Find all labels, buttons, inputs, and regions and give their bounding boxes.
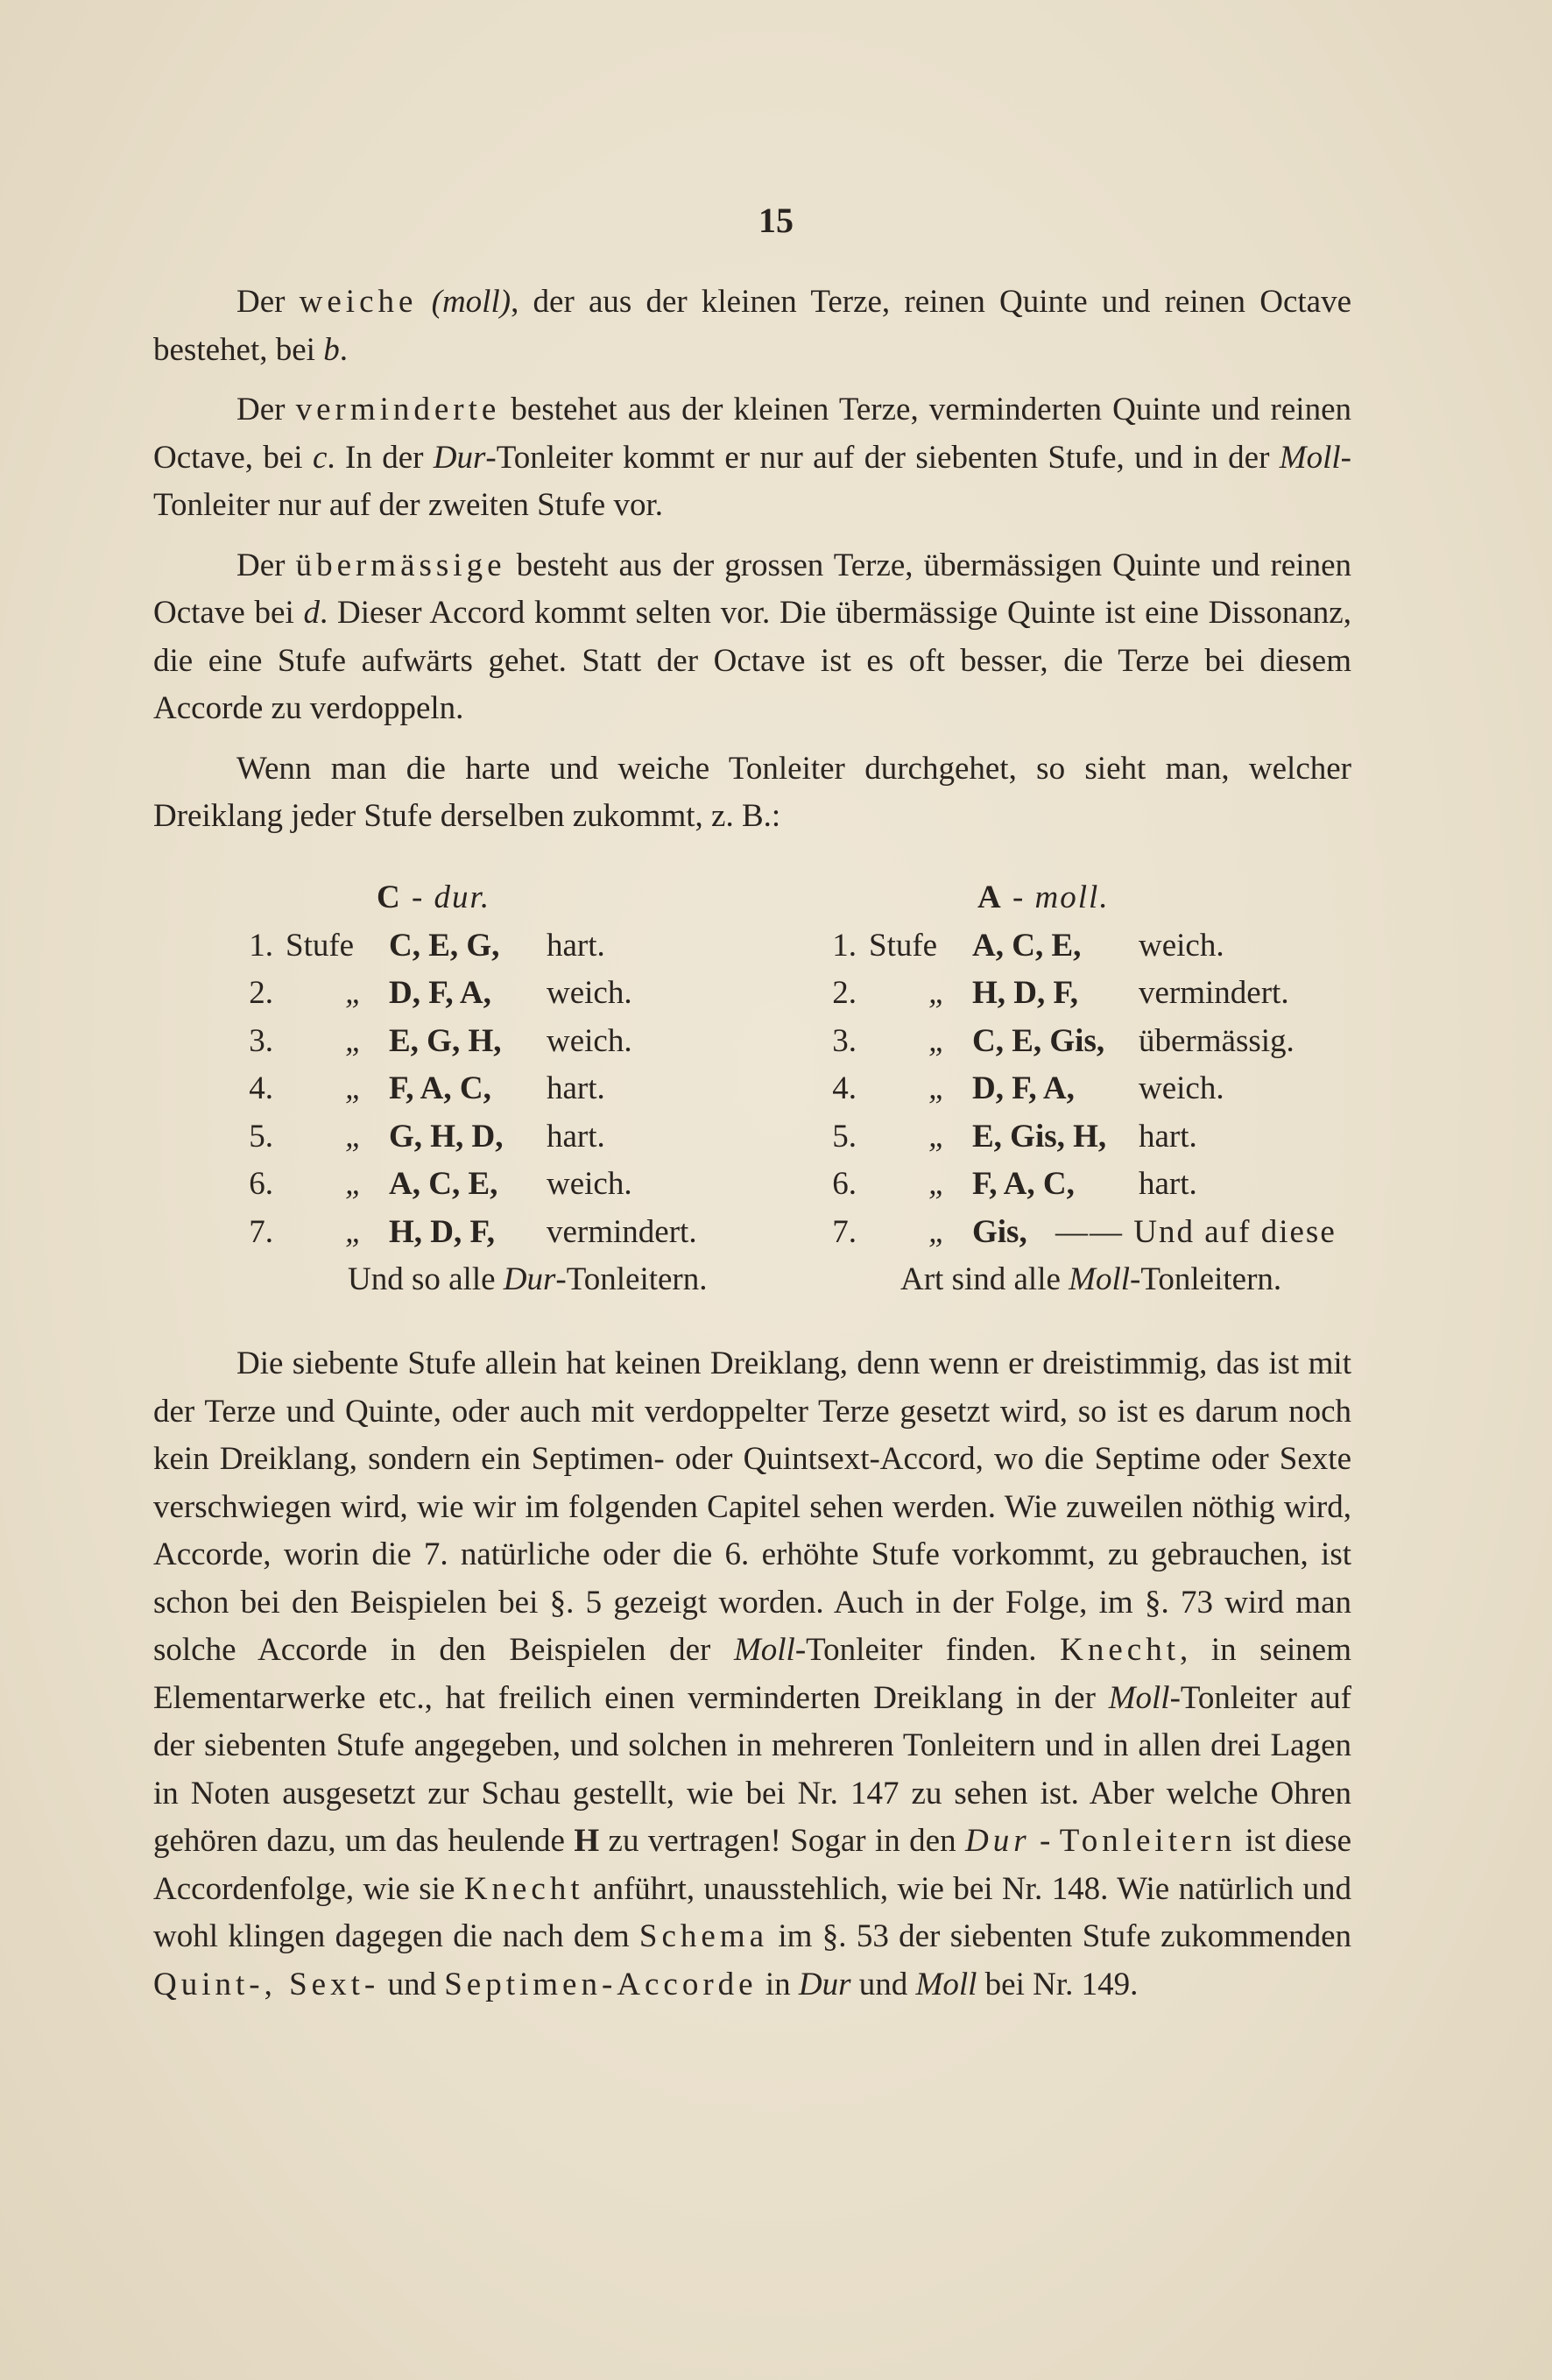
table-row: 7. „ H, D, F, vermindert.	[249, 1213, 697, 1250]
paragraph-uebermaessige: Der übermässige besteht aus der grossen Terze, übermässigen Quinte und reinen Octave bei d. Dieser Accord kommt selten vor. Die übermässige Quinte ist eine Dissonanz, die eine Stufe aufwärts gehet. Statt der Octave ist es oft besser, die Terze bei diesem Accorde zu verdoppeln.	[153, 547, 1351, 726]
paragraph-siebente-stufe: Die siebente Stufe allein hat keinen Dreiklang, denn wenn er dreistimmig, das ist mit der Terze und Quinte, oder auch mit verdoppelter Terze gesetzt wird, so ist es darum noch kein Dreiklang, sondern ein Septimen- oder Quintsext-Accord, wo die Septime oder Sexte verschwiegen wird, wie wir im folgenden Capitel sehen werden. Wie zuweilen nöthig wird, Accorde, worin die 7. natürliche oder die 6. erhöhte Stufe vorkommt, zu gebrauchen, ist schon bei den Beispielen bei §. 5 gezeigt worden. Auch in der Folge, im §. 73 wird man solche Accorde in den Beispielen der Moll-Tonleiter finden. Knecht, in seinem Elementarwerke etc., hat freilich einen verminderten Dreiklang in der Moll-Tonleiter auf der siebenten Stufe angegeben, und solchen in mehreren Tonleitern und in allen drei Lagen in Noten ausgesetzt zur Schau gestellt, wie bei Nr. 147 zu sehen ist. Aber welche Ohren gehören dazu, um das heulende H zu vertragen! Sogar in den Dur - Tonleitern ist diese Accordenfolge, wie sie Knecht anführt, unausstehlich, wie bei Nr. 148. Wie natürlich und wohl klingen dagegen die nach dem Schema im §. 53 der siebenten Stufe zukommenden Quint-, Sext- und Septimen-Accorde in Dur und Moll bei Nr. 149.	[153, 1345, 1351, 2002]
spaced-term-verminderte: verminderte	[295, 392, 501, 427]
spaced-name-knecht: Knecht	[1060, 1632, 1180, 1668]
paragraph-intro-table: Wenn man die harte und weiche Tonleiter durchgehet, so sieht man, welcher Dreiklang jeder Stufe derselben zukommt, z. B.:	[153, 750, 1351, 834]
table-row: 4. „ D, F, A, weich.	[832, 1070, 1224, 1106]
paragraph-verminderte: Der verminderte bestehet aus der kleinen Terze, verminderten Quinte und reinen Octave, bei c. In der Dur-Tonleiter kommt er nur auf der siebenten Stufe, und in der Moll-Tonleiter nur auf der zweiten Stufe vor.	[153, 392, 1352, 523]
table-row: 2. „ H, D, F, vermindert.	[832, 975, 1289, 1011]
table-row: 1. Stufe C, E, G, hart.	[249, 927, 605, 964]
definitions-text	[153, 279, 1351, 841]
table-row: 2. „ D, F, A, weich.	[249, 975, 632, 1011]
table-row: 3. „ C, E, Gis, übermässig.	[832, 1022, 1295, 1059]
page-number: 15	[758, 201, 794, 240]
spaced-term-weiche: weiche	[299, 284, 418, 320]
table-footer-dur: Und so alle Dur-Tonleitern.	[348, 1261, 708, 1297]
table-row: 6. „ F, A, C, hart.	[832, 1166, 1197, 1202]
table-row: 4. „ F, A, C, hart.	[249, 1070, 605, 1106]
spaced-term-uebermaessige: übermässige	[295, 547, 506, 583]
table-a-moll	[813, 874, 1337, 1304]
spaced-name-knecht: Knecht	[463, 1870, 584, 1907]
table-footer-moll: Art sind alle Moll-Tonleitern.	[900, 1261, 1282, 1297]
table-c-dur	[229, 874, 708, 1304]
table-row: 5. „ G, H, D, hart.	[249, 1118, 605, 1155]
table-row: 1. Stufe A, C, E, weich.	[832, 927, 1224, 964]
table-row: 5. „ E, Gis, H, hart.	[832, 1118, 1197, 1155]
table-row: 3. „ E, G, H, weich.	[249, 1022, 632, 1059]
table-row: 7. „ Gis, —— Und auf diese	[832, 1213, 1337, 1250]
table-row: 6. „ A, C, E, weich.	[249, 1166, 632, 1202]
table-header-a-moll: A - moll.	[977, 879, 1110, 915]
paragraph-weiche: Der weiche (moll), der aus der kleinen Terze, reinen Quinte und reinen Octave bestehet, bei b.	[153, 284, 1352, 368]
table-header-c-dur: C - dur.	[377, 879, 491, 915]
